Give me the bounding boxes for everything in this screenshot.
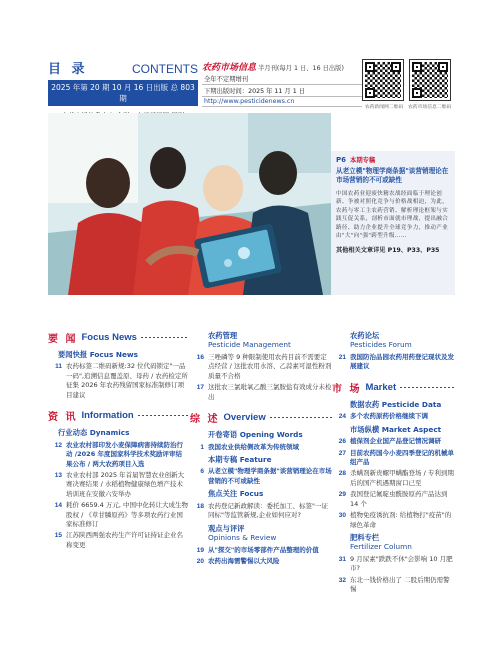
- toc-column-3: [332, 328, 454, 597]
- category-heading: [350, 331, 454, 350]
- category-en: Feature: [239, 454, 272, 464]
- section-title-cn: 市 场: [332, 383, 362, 395]
- page-number: 18: [196, 502, 204, 510]
- qr-finder-icon: [412, 88, 422, 98]
- section-title-en: Overview: [223, 412, 266, 424]
- page-number: 32: [338, 576, 346, 584]
- entry-title: 目前农药国今小麦四季登记的机械单组产品: [350, 448, 454, 467]
- section-heading-focus-news: [48, 330, 188, 345]
- toc-entry[interactable]: [190, 502, 332, 521]
- entry-title: 东北一钱价格出了 二股后期仍需警惕: [350, 575, 450, 594]
- toc-entry[interactable]: [48, 441, 188, 469]
- category-cn: 焦点关注: [208, 489, 238, 499]
- category-cn: 农药管理: [208, 331, 238, 340]
- frequency: 半月刊(每月 1 日、16 日出版): [258, 65, 344, 72]
- entry-title: 我国防治品园农药用药登记现状及发展建议: [350, 352, 454, 371]
- masthead-row: [202, 60, 362, 73]
- category-heading: [208, 430, 332, 439]
- qr-finder-icon: [365, 88, 375, 98]
- category-cn: 肥料专栏: [350, 533, 380, 542]
- feature-more: 其他相关文章详见 P19、P33、P35: [336, 246, 440, 254]
- toc-entry[interactable]: [332, 576, 454, 595]
- toc-entry[interactable]: [332, 353, 454, 372]
- section-title-en: Information: [81, 410, 134, 422]
- divider: [400, 387, 454, 388]
- category-cn: 观点与评评: [208, 523, 245, 533]
- section-title-en: Focus News: [81, 332, 137, 343]
- section-title-cn: 综 述: [190, 414, 220, 426]
- next-issue: 下期出版时间：2025 年 11 月 1 日: [202, 85, 362, 97]
- page-number: 17: [196, 384, 204, 392]
- category-en: Pesticide Data: [381, 399, 442, 409]
- category-cn: 开卷寄语: [208, 430, 238, 440]
- entry-title: 我国登记氟啶虫酰胺原药产品达到 14 个: [350, 490, 448, 508]
- qr-finder-icon: [412, 62, 422, 72]
- entry-title: 植物免疫诱抗剂: 给植物打"疫苗"的绿色革命: [350, 511, 452, 529]
- divider: [138, 415, 188, 416]
- category-heading: [58, 428, 188, 437]
- website-link[interactable]: http://www.pesticidenews.cn: [202, 97, 362, 107]
- toc-entry[interactable]: [190, 467, 332, 486]
- category-cn: 农药论坛: [350, 331, 380, 340]
- entry-title: 三唑磷等 9 种限制使用农药目前不需要定点经营 / 这批农用水溶、乙蒜素可湿性粉剂质量不合格: [208, 352, 332, 380]
- toc-entry[interactable]: [190, 383, 332, 402]
- qr-code-icon: [363, 60, 403, 100]
- toc-entry[interactable]: [48, 501, 188, 529]
- category-en: Opening Words: [239, 430, 303, 440]
- category-heading: [208, 489, 332, 498]
- page-number: 21: [338, 353, 346, 361]
- page-number: 20: [196, 558, 204, 566]
- category-heading: [208, 524, 332, 543]
- entry-title: 农药标签二维码新规:32 位代码锁定"一品一码",追溯信息覆盖原、母药 / 农药检定所征集 2026 年农药残留国家标准制修订项目建议: [66, 362, 188, 399]
- entry-title: 农药出海需警惕以大风险: [208, 557, 280, 566]
- category-cn: 本期专稿: [208, 454, 238, 464]
- divider: [270, 417, 332, 418]
- category-heading: [350, 425, 454, 434]
- page-number: 19: [196, 546, 204, 554]
- category-en: Fertilizer Column: [350, 542, 412, 552]
- qr-finder-icon: [438, 62, 448, 72]
- page-number: 6: [200, 468, 204, 476]
- section-heading-overview: [190, 410, 332, 425]
- qr-finder-icon: [391, 62, 401, 72]
- toc-entry[interactable]: [332, 449, 454, 468]
- qr-code-icon: [410, 60, 450, 100]
- toc-entry[interactable]: [190, 443, 332, 452]
- page-number: 24: [338, 413, 346, 421]
- toc-entry[interactable]: [48, 362, 188, 400]
- qr-finder-icon: [365, 62, 375, 72]
- category-heading: [58, 350, 188, 359]
- page-number: 27: [338, 449, 346, 457]
- page-number: 31: [338, 555, 346, 563]
- page-number: 16: [196, 353, 204, 361]
- section-title-en: Market: [365, 381, 397, 393]
- section-title-cn: 要 闻: [48, 334, 78, 345]
- entry-title: 杀螨剂新贵螺甲螨酯登场 / 专利到期后的国产机遇期窗口已至: [350, 469, 454, 487]
- toc-column-2: [190, 328, 332, 568]
- entry-title: 农业农村部 2025 年首届智慧农业创新大赛决赛结果 / 水稻植物健康绿色增产技术培训班在安徽六安举办: [66, 470, 185, 498]
- toc-entry[interactable]: [190, 557, 332, 566]
- entry-title: 农药登记新政解读：委托加工、标签"一证同标"等监管新规,企业如何应对?: [208, 501, 328, 520]
- category-en: Opinions & Review: [208, 533, 277, 543]
- qr-caption: 农药新闻网二维码 农药市场信息二维码: [364, 105, 452, 110]
- page-number: 26: [338, 438, 346, 446]
- entry-title: 9 月尿素"跌跌不休"会影响 10 月肥市?: [350, 554, 453, 573]
- category-heading: [208, 331, 332, 350]
- toc-entry[interactable]: [190, 546, 332, 555]
- toc-entry[interactable]: [190, 353, 332, 381]
- entry-title: 这批农三氯吡氧乙酸三氯胺盐有效成分未检出: [208, 383, 332, 401]
- page-number: 12: [54, 441, 62, 449]
- entry-title: 农业农村部印发小麦保障病害持续防治行动 /2026 年度国家科学技术奖励评审结果公布 / 两大农药项目入选: [66, 440, 183, 468]
- cover-photo: [48, 113, 331, 295]
- toc-entry[interactable]: [332, 555, 454, 574]
- category-en: Pesticides Forum: [350, 340, 412, 350]
- entry-title: 从老立模"物理学商条据"谈营销理论在市场营销的不可或缺性: [208, 467, 332, 485]
- section-title-cn: 资 讯: [48, 412, 78, 424]
- page-number: 30: [338, 512, 346, 520]
- divider: [141, 337, 188, 338]
- toc-entry[interactable]: [332, 469, 454, 488]
- page-number: 14: [54, 502, 62, 510]
- category-en: Focus News: [89, 350, 138, 359]
- page-number: 15: [54, 532, 62, 540]
- toc-column-1: [48, 328, 188, 552]
- page-number: 1: [200, 443, 204, 451]
- masthead-logo: 农药市场信息: [202, 63, 257, 73]
- section-heading-information: [48, 408, 188, 423]
- entry-title: 植保剂企业国产品登记情况调研: [350, 437, 441, 446]
- page-number: 13: [54, 471, 62, 479]
- title-row: [48, 58, 198, 77]
- entry-title: 耗价 6659.4 万元, 中国中化转让大成生物股权 / 《草甘膦原药》等多项农药行业国家标准修订: [66, 501, 189, 529]
- page-number: 11: [55, 363, 62, 371]
- section-heading-market: [332, 380, 454, 395]
- category-cn: 数据农药: [350, 399, 380, 409]
- category-heading: [208, 455, 332, 464]
- category-cn: 市场纵横: [350, 424, 380, 434]
- contents-title-cn: 目 录: [48, 62, 88, 77]
- toc-entry[interactable]: [48, 531, 188, 550]
- category-heading: [350, 400, 454, 409]
- category-en: Focus: [239, 489, 264, 499]
- people-with-tablet-illustration: [48, 113, 331, 295]
- issue-info: 2025 年第 20 期 10 月 16 日出版 总 803 期: [48, 80, 198, 106]
- feature-page: P6: [336, 156, 347, 164]
- masthead-block: [202, 60, 362, 107]
- page-number: 28: [338, 470, 346, 478]
- feature-top: [336, 155, 450, 164]
- category-en: Market Aspect: [381, 424, 442, 434]
- page-number: 29: [338, 491, 346, 499]
- feature-body: 中国农药业迎废快精农战经面临于理论创新、争被对照化竞争与价格战相迫，为此，农药与零工主农药营销、解析理论框架与实践互促关系，剖析市面就市理战，提出融合路径、助力企业提升全球竞争力，推动产业由"大"向"强"跨型升级……: [336, 190, 449, 240]
- toc-entry[interactable]: [332, 490, 454, 509]
- category-cn: 要闻快报: [58, 350, 88, 359]
- toc-entry[interactable]: [332, 511, 454, 530]
- category-en: Dynamics: [89, 428, 130, 438]
- contents-title-en: CONTENTS: [132, 62, 198, 76]
- category-cn: 行业动态: [58, 428, 88, 438]
- issue-no: 全年不定期增刊: [202, 73, 362, 85]
- feature-column: 本期专稿: [350, 157, 376, 164]
- entry-title: 多个农药原药价格继续下调: [350, 412, 428, 421]
- entry-title: 江苏陕西两强农药生产许可证持证企业名称变更: [66, 531, 183, 549]
- toc-entry[interactable]: [332, 437, 454, 446]
- category-en: Pesticide Management: [208, 340, 291, 350]
- feature-title[interactable]: 从老立模"物理学商条据"谈营销理论在市场营销的不可或缺性: [336, 167, 449, 184]
- toc-entry[interactable]: [332, 412, 454, 421]
- entry-title: 我国农业供给侧改革为传统领域: [208, 442, 299, 451]
- feature-box: [331, 151, 455, 295]
- entry-title: 从"探交"的市场零部件产品整理的价值: [208, 545, 319, 554]
- category-heading: [350, 533, 454, 552]
- toc-entry[interactable]: [48, 471, 188, 499]
